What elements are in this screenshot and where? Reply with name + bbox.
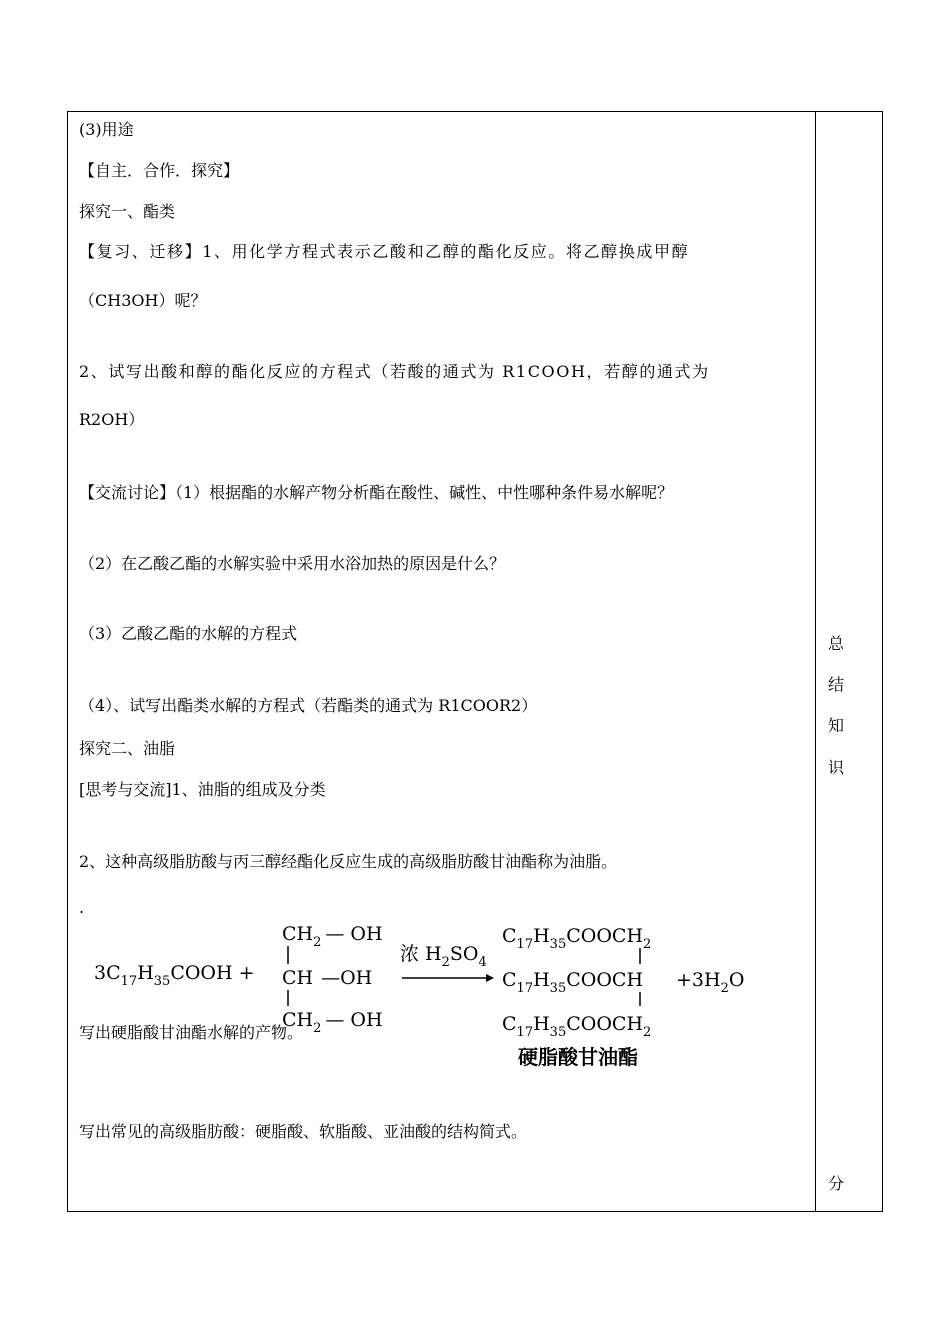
product-row-3: $C_{17}H_{35}COOCH_2$ <box>502 1013 652 1040</box>
product-row-2: $C_{17}H_{35}COOCH$ <box>502 969 644 996</box>
usage-heading: (3)用途 <box>79 120 134 139</box>
explore-two-heading: 探究二、油脂 <box>79 739 176 758</box>
glycerol-row-2: CH —OH <box>282 967 373 989</box>
fatty-acid-question: 写出常见的高级脂肪酸：硬脂酸、软脂酸、亚油酸的结构简式。 <box>79 1122 528 1141</box>
hydrolysis-question: 写出硬脂酸甘油酯水解的产物。 <box>79 1023 304 1042</box>
review-question-1: 【复习、迁移】1、用化学方程式表示乙酸和乙醇的酯化反应。将乙醇换成甲醇 <box>79 242 690 261</box>
reaction-condition: 浓 $H_2SO_4$ <box>400 943 487 970</box>
discussion-q2: （2）在乙酸乙酯的水解实验中采用水浴加热的原因是什么？ <box>79 554 506 573</box>
sidebar-char-4: 识 <box>827 758 844 777</box>
question-2-cont: R2OH） <box>79 410 145 429</box>
product-name: 硬脂酸甘油酯 <box>518 1045 638 1069</box>
section-heading: 【自主．合作．探究】 <box>79 161 240 180</box>
sidebar-char-5: 分 <box>827 1174 844 1193</box>
water-product: $+3H_2O$ <box>676 969 745 996</box>
glycerol-row-3: $CH_2$ — OH <box>282 1009 383 1036</box>
product-row-1: $C_{17}H_{35}COOCH_2$ <box>502 925 652 952</box>
discussion-q4: （4）、试写出酯类水解的方程式（若酯类的通式为 R1COOR2） <box>79 696 538 715</box>
reaction-arrow-head <box>486 974 494 982</box>
glycerol-row-1: $CH_2$ — OH <box>282 923 383 950</box>
review-question-1-cont: （CH3OH）呢？ <box>79 291 207 310</box>
discussion-q1: 【交流讨论】（1）根据酯的水解产物分析酯在酸性、碱性、中性哪种条件易水解呢？ <box>79 483 674 502</box>
worksheet-table <box>67 111 883 1212</box>
think-exchange-1: [思考与交流]1、油脂的组成及分类 <box>79 780 326 799</box>
stearic-acid-label: $3C_{17}H_{35}COOH$ + <box>94 962 255 989</box>
sidebar-char-3: 知 <box>827 716 844 735</box>
sidebar-char-1: 总 <box>827 634 844 653</box>
dot-marker: . <box>79 898 85 917</box>
sidebar-char-2: 结 <box>827 675 844 694</box>
question-2: 2、试写出酸和醇的酯化反应的方程式（若酸的通式为 R1COOH，若醇的通式为 <box>79 362 710 381</box>
think-exchange-2: 2、这种高级脂肪酸与丙三醇经酯化反应生成的高级脂肪酸甘油酯称为油脂。 <box>79 852 618 871</box>
discussion-q3: （3）乙酸乙酯的水解的方程式 <box>79 624 298 643</box>
explore-one-heading: 探究一、酯类 <box>79 202 176 221</box>
esterification-equation <box>88 912 788 1072</box>
column-divider <box>815 112 816 1211</box>
